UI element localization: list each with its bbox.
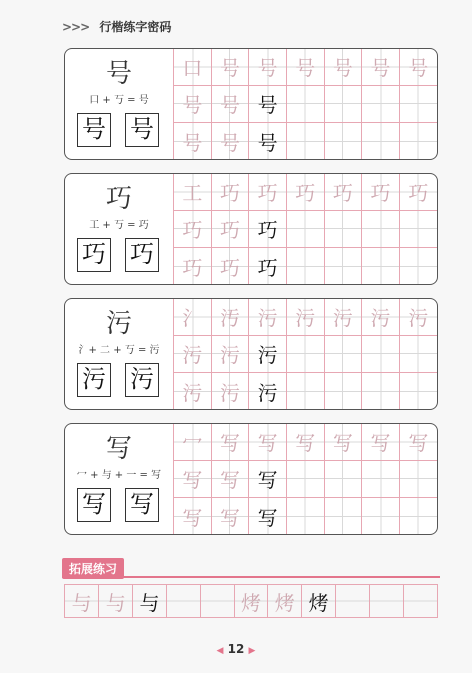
- arrow-left-icon: ◀: [216, 646, 224, 656]
- practice-cell: 号: [174, 123, 212, 159]
- practice-cell: [362, 123, 400, 159]
- practice-cell: 写: [174, 460, 212, 497]
- practice-cell: 氵: [174, 299, 212, 335]
- extension-cell: 与: [99, 585, 133, 617]
- extension-cell: [403, 585, 437, 617]
- extension-grid: [64, 584, 438, 618]
- practice-cell: 号: [362, 49, 400, 85]
- practice-grid: [173, 174, 437, 284]
- practice-cell: 污: [399, 299, 437, 335]
- practice-cell: [362, 460, 400, 497]
- practice-cell: 写: [249, 424, 287, 460]
- practice-cell: [362, 498, 400, 534]
- example-char: 号: [105, 59, 132, 89]
- practice-cell: [399, 85, 437, 122]
- practice-cell: 巧: [362, 174, 400, 210]
- divider: [62, 576, 440, 578]
- practice-cell: 污: [249, 373, 287, 409]
- page-header: [62, 18, 171, 35]
- practice-cell: [362, 248, 400, 284]
- extension-cell: [200, 585, 234, 617]
- practice-cell: [324, 460, 362, 497]
- practice-cell: 号: [324, 49, 362, 85]
- header-title: 行楷练字密码: [99, 20, 172, 34]
- practice-cell: 污: [249, 335, 287, 372]
- extension-cell: [166, 585, 200, 617]
- practice-cell: 巧: [249, 210, 287, 247]
- practice-cell: 污: [286, 299, 324, 335]
- char-block: [64, 48, 438, 160]
- practice-cell: 号: [211, 85, 249, 122]
- sample-box: 写: [77, 488, 111, 522]
- char-info: [65, 299, 173, 409]
- extension-cell: 烤: [234, 585, 268, 617]
- practice-cell: [399, 248, 437, 284]
- sample-box: 污: [125, 363, 159, 397]
- practice-cell: [362, 373, 400, 409]
- practice-cell: 污: [324, 299, 362, 335]
- char-formula: 冖 + 与 + 一 = 写: [76, 470, 162, 481]
- practice-cell: 巧: [211, 248, 249, 284]
- practice-cell: 号: [211, 49, 249, 85]
- practice-cell: [286, 210, 324, 247]
- practice-cell: [286, 335, 324, 372]
- practice-cell: 巧: [249, 174, 287, 210]
- practice-cell: [324, 498, 362, 534]
- practice-cell: [399, 460, 437, 497]
- practice-cell: 巧: [399, 174, 437, 210]
- char-formula: 氵+ 二 + 丂 = 污: [78, 345, 160, 356]
- practice-cell: [362, 210, 400, 247]
- char-formula: 工 + 丂 = 巧: [89, 220, 149, 231]
- page-number: [0, 642, 472, 656]
- practice-cell: 污: [211, 373, 249, 409]
- sample-box: 巧: [77, 238, 111, 272]
- practice-cell: [399, 123, 437, 159]
- practice-cell: 号: [286, 49, 324, 85]
- arrow-right-icon: ▶: [248, 646, 256, 656]
- practice-cell: 号: [249, 49, 287, 85]
- practice-cell: [286, 373, 324, 409]
- practice-cell: 写: [211, 498, 249, 534]
- practice-cell: [362, 335, 400, 372]
- extension-cell: 与: [65, 585, 99, 617]
- practice-cell: 写: [286, 424, 324, 460]
- practice-cell: 巧: [324, 174, 362, 210]
- practice-cell: 写: [174, 498, 212, 534]
- practice-cell: 号: [174, 85, 212, 122]
- practice-cell: 巧: [174, 210, 212, 247]
- practice-cell: 写: [211, 424, 249, 460]
- practice-cell: [399, 335, 437, 372]
- practice-cell: 写: [211, 460, 249, 497]
- extension-title: 拓展练习: [62, 558, 124, 579]
- char-info: [65, 49, 173, 159]
- char-formula: 口 + 丂 = 号: [89, 95, 149, 106]
- extension-cell: 烤: [268, 585, 302, 617]
- practice-cell: 污: [211, 335, 249, 372]
- practice-cell: 号: [249, 85, 287, 122]
- practice-cell: 巧: [286, 174, 324, 210]
- practice-cell: 号: [399, 49, 437, 85]
- sample-box: 巧: [125, 238, 159, 272]
- practice-cell: [324, 335, 362, 372]
- practice-cell: 写: [249, 460, 287, 497]
- example-char: 写: [105, 434, 132, 464]
- practice-cell: 写: [324, 424, 362, 460]
- practice-cell: 汚: [211, 299, 249, 335]
- example-char: 污: [105, 309, 132, 339]
- practice-cell: 写: [249, 498, 287, 534]
- practice-cell: 污: [249, 299, 287, 335]
- practice-grid: [173, 424, 437, 534]
- char-block: [64, 423, 438, 535]
- sample-box: 号: [77, 113, 111, 147]
- practice-cell: 口: [174, 49, 212, 85]
- chevron-icon: >>>: [62, 20, 90, 34]
- page-number-label: 12: [227, 642, 245, 656]
- practice-grid: [173, 299, 437, 409]
- practice-cell: [362, 85, 400, 122]
- extension-cell: 与: [133, 585, 167, 617]
- practice-cell: [324, 210, 362, 247]
- sample-box: 写: [125, 488, 159, 522]
- practice-cell: 工: [174, 174, 212, 210]
- sample-box: 号: [125, 113, 159, 147]
- practice-cell: 污: [174, 335, 212, 372]
- practice-cell: 巧: [249, 248, 287, 284]
- practice-cell: [324, 248, 362, 284]
- practice-cell: [399, 498, 437, 534]
- example-char: 巧: [105, 184, 132, 214]
- char-block: [64, 173, 438, 285]
- practice-cell: [324, 373, 362, 409]
- practice-cell: [286, 248, 324, 284]
- practice-cell: [286, 460, 324, 497]
- practice-grid: [173, 49, 437, 159]
- practice-cell: 巧: [174, 248, 212, 284]
- practice-cell: [399, 373, 437, 409]
- practice-cell: 污: [174, 373, 212, 409]
- practice-cell: [286, 85, 324, 122]
- sample-box: 污: [77, 363, 111, 397]
- practice-cell: [324, 123, 362, 159]
- practice-cell: 巧: [211, 174, 249, 210]
- practice-cell: [324, 85, 362, 122]
- practice-cell: [286, 123, 324, 159]
- practice-cell: 写: [399, 424, 437, 460]
- char-block: [64, 298, 438, 410]
- char-info: [65, 174, 173, 284]
- practice-cell: 污: [362, 299, 400, 335]
- practice-cell: 巧: [211, 210, 249, 247]
- practice-cell: 冖: [174, 424, 212, 460]
- extension-cell: [369, 585, 403, 617]
- practice-cell: 写: [362, 424, 400, 460]
- practice-cell: [399, 210, 437, 247]
- extension-cell: 烤: [302, 585, 336, 617]
- char-info: [65, 424, 173, 534]
- practice-cell: 号: [211, 123, 249, 159]
- practice-cell: [286, 498, 324, 534]
- extension-cell: [336, 585, 370, 617]
- practice-cell: 号: [249, 123, 287, 159]
